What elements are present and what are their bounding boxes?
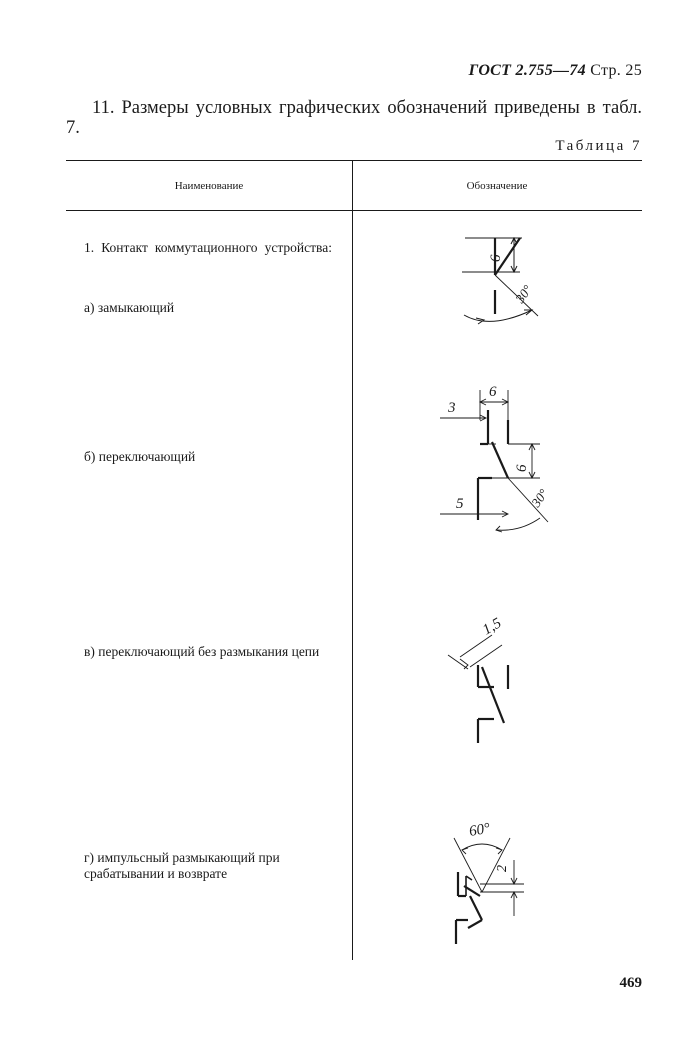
page-header <box>380 62 642 80</box>
column-header-name: Наименование <box>174 180 244 192</box>
symbol-changeover-contact <box>440 380 570 540</box>
symbol-changeover-no-break <box>440 615 540 745</box>
symbol-pulse-break-contact <box>440 820 550 950</box>
row-label-b: б) переключающий <box>84 449 196 464</box>
intro-paragraph <box>66 98 642 138</box>
dim-label-b-3: 3 <box>448 400 456 416</box>
table-top-rule <box>66 160 642 161</box>
dim-label-b-30: 30° <box>528 486 551 510</box>
symbol-closing-contact <box>450 230 570 340</box>
page-label: Стр. 25 <box>590 62 642 79</box>
dim-label-d-60: 60° <box>467 820 492 840</box>
dim-label-b-6-right: 6 <box>514 464 530 472</box>
dim-label-b-5: 5 <box>456 496 464 512</box>
table-header-rule <box>66 210 642 211</box>
row-label-d: г) импульсный размыкающий при срабатывании и возврате <box>84 850 280 881</box>
paragraph-text: 11. Размеры условных графических обозначений приведены в табл. 7. <box>66 98 642 138</box>
table-label: Таблица 7 <box>555 138 642 154</box>
dim-label-d-2: 2 <box>495 865 510 872</box>
column-header-symbol: Обозначение <box>466 180 528 192</box>
page-number: 469 <box>619 975 642 991</box>
row-label-a: а) замыкающий <box>84 300 175 315</box>
dim-label-c-15: 1,5 <box>480 615 505 639</box>
row-label-contact: 1. Контакт коммутационного устройства: <box>84 240 332 255</box>
dim-label-a-6: 6 <box>488 254 504 262</box>
dim-label-b-6-top: 6 <box>489 384 497 400</box>
row-label-c: в) переключающий без размыкания цепи <box>84 644 320 659</box>
dim-label-a-30: 30° <box>512 282 535 306</box>
table-column-divider <box>352 160 353 960</box>
standard-code: ГОСТ 2.755—74 <box>468 62 586 79</box>
